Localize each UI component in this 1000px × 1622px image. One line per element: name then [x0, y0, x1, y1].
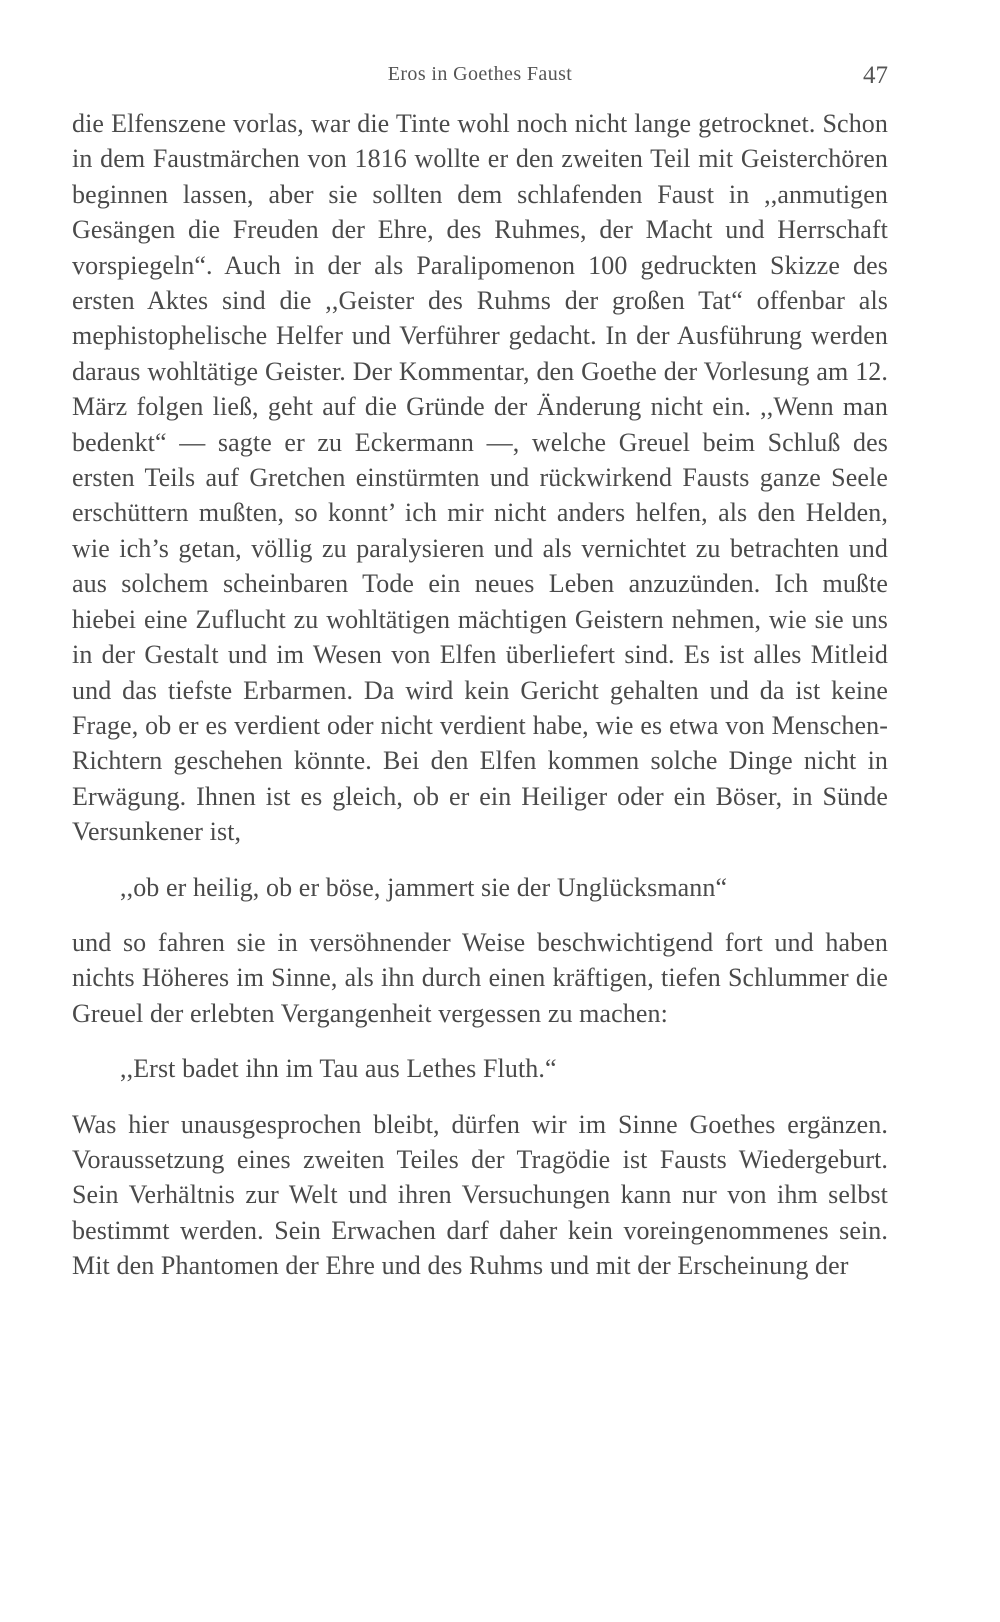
running-head — [0, 60, 1000, 90]
paragraph: Was hier unausgesprochen bleibt, dürfen wir im Sinne Goethes ergänzen. Voraussetzung eines zweiten Teiles der Tragödie ist Fausts Wiedergeburt. Sein Verhältnis zur Welt und ihren Versuchungen kann nur von ihm selbst bestimmt werden. Sein Erwachen darf daher kein voreingenommenes sein. Mit den Phantomen der Ehre und des Ruhms und mit der Erscheinung der — [72, 1109, 888, 1281]
paragraph: die Elfenszene vorlas, war die Tinte wohl noch nicht lange getrocknet. Schon in dem Faustmärchen von 1816 wollte er den zweiten Teil mit Geisterchören beginnen lassen, aber sie sollten dem schlafenden Faust in ,,anmutigen Gesängen die Freuden der Ehre, des Ruhmes, der Macht und Herrschaft vorspiegeln“. Auch in der als Paralipomenon 100 gedruckten Skizze des ersten Aktes sind die ,,Geister des Ruhms der großen Tat“ offenbar als mephistophelische Helfer und Verführer gedacht. In der Ausführung werden daraus wohltätige Geister. Der Kommentar, den Goethe der Vorlesung am 12. März folgen ließ, geht auf die Gründe der Änderung nicht ein. ,,Wenn man bedenkt“ — sagte er zu Eckermann —, welche Greuel beim Schluß des ersten Teils auf Gretchen einstürmten und rückwirkend Fausts ganze Seele erschüttern mußten, so konnt’ ich mir nicht anders helfen, als den Helden, wie ich’s getan, völlig zu paralysieren und als vernichtet zu betrachten und aus solchem scheinbaren Tode ein neues Leben anzuzünden. Ich mußte hiebei eine Zuflucht zu wohltätigen mächtigen Geistern nehmen, wie sie uns in der Gestalt und im Wesen von Elfen überliefert sind. Es ist alles Mitleid und das tiefste Erbarmen. Da wird kein Gericht gehalten und da ist keine Frage, ob er es verdient oder nicht verdient habe, wie es etwa von Menschen-Richtern geschehen könnte. Bei den Elfen kommen solche Dinge nicht in Erwägung. Ihnen ist es gleich, ob er ein Heiliger oder ein Böser, in Sünde Versunkener ist, — [72, 109, 888, 847]
page-number: 47 — [863, 62, 888, 89]
verse-quote: ,,ob er heilig, ob er böse, jammert sie der Unglücksmann“ — [120, 872, 728, 902]
verse-quote: ,,Erst badet ihn im Tau aus Lethes Fluth.“ — [120, 1054, 557, 1084]
running-title: Eros in Goethes Faust — [387, 63, 573, 85]
body-text — [72, 106, 888, 1284]
paragraph: und so fahren sie in versöhnender Weise beschwichtigend fort und haben nichts Höheres im Sinne, als ihn durch einen kräftigen, tiefen Schlummer die Greuel der erlebten Vergangenheit vergessen zu machen: — [72, 927, 888, 1028]
